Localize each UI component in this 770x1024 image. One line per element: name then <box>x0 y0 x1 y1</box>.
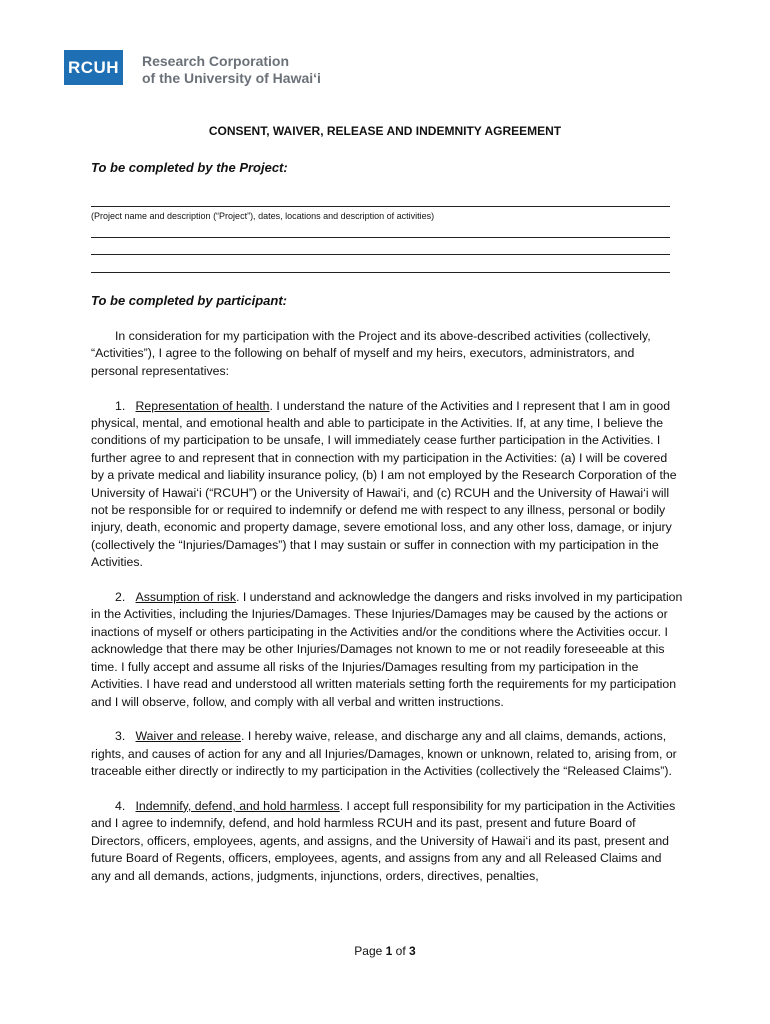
clause-risk <box>91 589 683 711</box>
participant-section-heading: To be completed by participant: <box>91 293 287 308</box>
logo-org-name <box>142 53 321 87</box>
project-name-line[interactable] <box>91 206 670 207</box>
clause-text: . I hereby waive, release, and discharge any and all claims, demands, actions, rights, and causes of action for any and all Injuries/Damages, known or unknown, related to, arising from, or traceable either directly or indirectly to my participation in the Activities (collectively the “Released Claims”). <box>91 729 677 779</box>
document-title: CONSENT, WAIVER, RELEASE AND INDEMNITY AGREEMENT <box>208 124 562 138</box>
clause-number: 2. <box>115 590 126 605</box>
page-current: 1 <box>385 944 393 958</box>
clause-indemnify <box>91 798 683 885</box>
clause-text: . I understand and acknowledge the dangers and risks involved in my participation in the Activities, including the Injuries/Damages. These Injuries/Damages may be caused by the actions or inactions of myself or others participating in the Activities and/or the conditions where the Activities occur. I acknowledge that there may be other Injuries/Damages not known to me or not readily foreseeable at this time. I fully accept and assume all risks of the Injuries/Damages resulting from my participation in the Activities. I have read and understood all written materials setting forth the requirements for my participation and I will observe, follow, and comply with all verbal and written instructions. <box>91 590 683 709</box>
clause-title: Representation of health <box>135 398 270 413</box>
page-of: of <box>395 944 406 958</box>
clause-health <box>91 398 683 572</box>
logo-line-2: of the University of Hawai‘i <box>142 70 321 86</box>
page-footer <box>0 944 770 958</box>
project-description-line-3[interactable] <box>91 272 670 273</box>
clause-text: . I understand the nature of the Activities and I represent that I am in good physical, mental, and emotional health and able to participate in the Activities. If, at any time, I believe the conditions of my participation to be unsafe, I will immediately cease further participation in the Activities. I further agree to and represent that in connection with my participation in the Activities: (a) I will be covered by a private medical and liability insurance policy, (b) I am not employed by the Research Corporation of the University of Hawai‘i (“RCUH”) or the University of Hawai‘i, and (c) RCUH and the University of Hawai‘i will not be responsible for or required to indemnify or defend me with respect to any illness, personal or bodily injury, death, economic and property damage, severe emotional loss, and any other loss, damage, or injury (collectively the “Injuries/Damages”) that I may sustain or suffer in connection with my participation in the Activities. <box>91 398 677 570</box>
clause-title: Waiver and release <box>135 729 241 744</box>
rcuh-logo <box>64 50 123 85</box>
clause-text: . I accept full responsibility for my participation in the Activities and I agree to indemnify, defend, and hold harmless RCUH and its past, present and future Board of Directors, officers, employees, agents, and assigns, and the University of Hawai‘i and its past, present and future Board of Regents, officers, employees, agents, and assigns from any and all Released Claims and any and all demands, actions, judgments, injunctions, orders, directives, penalties, <box>91 798 676 883</box>
clause-number: 3. <box>115 729 126 744</box>
intro-paragraph: In consideration for my participation with the Project and its above-described activities (collectively, “Activities”), I agree to the following on behalf of myself and my heirs, executors, administrators, and personal representatives: <box>91 329 651 378</box>
project-section-heading: To be completed by the Project: <box>91 160 288 175</box>
clause-waiver <box>91 728 683 780</box>
page-label: Page <box>354 944 383 958</box>
clause-title: Indemnify, defend, and hold harmless <box>135 798 340 813</box>
project-description-line-1[interactable] <box>91 237 670 238</box>
project-description-line-2[interactable] <box>91 254 670 255</box>
clause-title: Assumption of risk <box>135 590 236 605</box>
logo-line-1: Research Corporation <box>142 53 290 69</box>
agreement-body <box>91 328 683 902</box>
clause-number: 1. <box>115 398 126 413</box>
logo-abbr: RCUH <box>67 57 120 77</box>
page-total: 3 <box>409 944 416 958</box>
project-field-hint: (Project name and description (“Project”), dates, locations and description of activities) <box>91 211 435 221</box>
clause-number: 4. <box>115 798 126 813</box>
